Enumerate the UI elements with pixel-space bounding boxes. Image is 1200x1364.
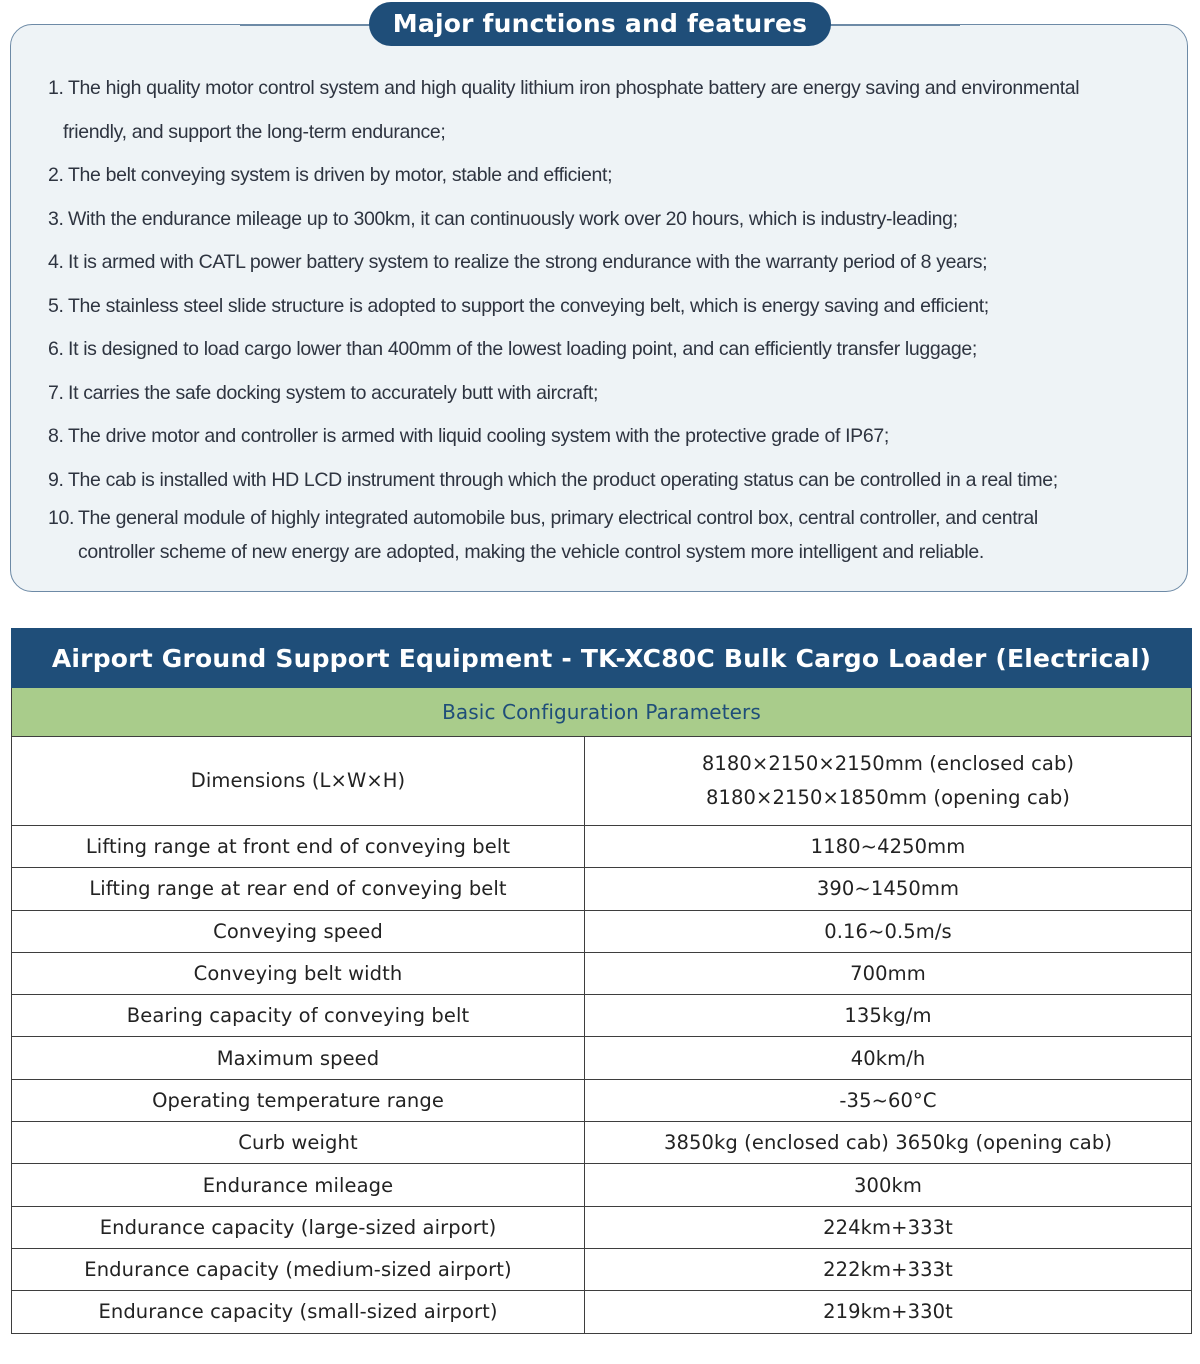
spec-value-cell [585, 1079, 1192, 1121]
spec-param: Endurance capacity (small-sized airport) [12, 1291, 585, 1333]
feature-text: The general module of highly integrated automobile bus, primary electrical control box, central controller, and central [78, 507, 1038, 529]
feature-text: The stainless steel slide structure is adopted to support the conveying belt, which is energy saving and efficient; [68, 294, 989, 317]
spec-row [12, 1037, 1192, 1079]
spec-value: -35~60°C [839, 1088, 937, 1112]
features-title: Major functions and features [369, 2, 831, 46]
spec-row [12, 910, 1192, 952]
feature-number: 6. [48, 338, 64, 360]
spec-row [12, 995, 1192, 1037]
spec-param: Curb weight [12, 1122, 585, 1164]
spec-param: Conveying belt width [12, 952, 585, 994]
spec-param: Lifting range at rear end of conveying belt [12, 868, 585, 910]
spec-value: 300km [854, 1173, 923, 1197]
spec-param: Operating temperature range [12, 1079, 585, 1121]
feature-text: The high quality motor control system and high quality lithium iron phosphate battery are energy saving and environmental [68, 77, 1080, 99]
feature-item [48, 501, 1178, 569]
spec-value-cell [585, 1291, 1192, 1333]
feature-item [48, 198, 1178, 242]
feature-text: With the endurance mileage up to 300km, it can continuously work over 20 hours, which is industry-leading; [68, 207, 958, 230]
feature-text: The belt conveying system is driven by motor, stable and efficient; [68, 164, 613, 186]
spec-row [12, 868, 1192, 910]
spec-value: 8180×2150×2150mm (enclosed cab) [701, 752, 1075, 775]
spec-value: 40km/h [850, 1046, 926, 1070]
feature-number: 1. [48, 77, 64, 99]
spec-row [12, 826, 1192, 868]
feature-text: friendly, and support the long-term endurance; [63, 121, 446, 143]
spec-value-cell [585, 910, 1192, 952]
spec-value: 1180~4250mm [810, 835, 966, 859]
title-divider-right [830, 24, 960, 26]
spec-row [12, 1248, 1192, 1290]
feature-item [48, 154, 1178, 198]
feature-number: 3. [48, 207, 64, 230]
spec-value-cell [585, 1037, 1192, 1079]
spec-value-cell [585, 1164, 1192, 1206]
feature-text: The drive motor and controller is armed with liquid cooling system with the protective grade of IP67; [68, 425, 889, 447]
spec-value-cell [585, 952, 1192, 994]
spec-row [12, 1291, 1192, 1333]
spec-value: 224km+333t [823, 1215, 953, 1239]
feature-text: controller scheme of new energy are adopted, making the vehicle control system more intelligent and reliable. [78, 541, 984, 563]
spec-table-subtitle: Basic Configuration Parameters [12, 688, 1192, 737]
feature-item [48, 459, 1178, 503]
spec-param: Conveying speed [12, 910, 585, 952]
feature-item [48, 241, 1178, 285]
spec-param: Endurance mileage [12, 1164, 585, 1206]
spec-param: Endurance capacity (medium-sized airport) [12, 1248, 585, 1290]
spec-value-cell [585, 737, 1192, 826]
feature-number: 8. [48, 425, 64, 447]
feature-number: 10. [48, 507, 75, 529]
spec-value-cell [585, 868, 1192, 910]
feature-item [48, 372, 1178, 416]
spec-value-cell [585, 1248, 1192, 1290]
spec-row [12, 737, 1192, 826]
spec-value: 222km+333t [823, 1258, 953, 1282]
spec-row [12, 1164, 1192, 1206]
spec-value-cell [585, 1206, 1192, 1248]
spec-table [11, 628, 1192, 1334]
spec-param: Dimensions (L×W×H) [12, 737, 585, 826]
feature-item [48, 285, 1178, 329]
spec-row [12, 1079, 1192, 1121]
spec-table-title: Airport Ground Support Equipment - TK-XC80C Bulk Cargo Loader (Electrical) [12, 629, 1192, 688]
spec-value-cell [585, 1122, 1192, 1164]
features-list [48, 66, 1178, 569]
feature-number: 9. [48, 468, 64, 491]
feature-item [48, 66, 1178, 154]
feature-item [48, 415, 1178, 459]
spec-value-cell [585, 826, 1192, 868]
feature-number: 5. [48, 294, 64, 317]
spec-param: Endurance capacity (large-sized airport) [12, 1206, 585, 1248]
spec-table-body [12, 737, 1192, 1334]
spec-value: 219km+330t [823, 1300, 953, 1324]
spec-param: Lifting range at front end of conveying belt [12, 826, 585, 868]
feature-text: It is armed with CATL power battery system to realize the strong endurance with the warranty period of 8 years; [68, 251, 988, 273]
feature-item [48, 328, 1178, 372]
feature-text: The cab is installed with HD LCD instrument through which the product operating status can be controlled in a real time; [68, 468, 1058, 491]
spec-value: 0.16~0.5m/s [824, 919, 952, 943]
spec-row [12, 952, 1192, 994]
feature-number: 4. [48, 251, 64, 273]
spec-value: 700mm [850, 962, 926, 986]
spec-value: 390~1450mm [816, 877, 960, 901]
feature-number: 7. [48, 381, 64, 404]
spec-row [12, 1206, 1192, 1248]
spec-value-cell [585, 995, 1192, 1037]
spec-param: Maximum speed [12, 1037, 585, 1079]
spec-value: 3850kg (enclosed cab) 3650kg (opening cab) [663, 1131, 1113, 1155]
spec-param: Bearing capacity of conveying belt [12, 995, 585, 1037]
feature-text: It is designed to load cargo lower than 400mm of the lowest loading point, and can efficiently transfer luggage; [68, 338, 977, 360]
title-divider-left [240, 24, 370, 26]
feature-number: 2. [48, 164, 64, 186]
feature-text: It carries the safe docking system to accurately butt with aircraft; [68, 381, 599, 404]
spec-value: 8180×2150×1850mm (opening cab) [705, 786, 1071, 809]
spec-value: 135kg/m [844, 1004, 932, 1028]
spec-row [12, 1122, 1192, 1164]
